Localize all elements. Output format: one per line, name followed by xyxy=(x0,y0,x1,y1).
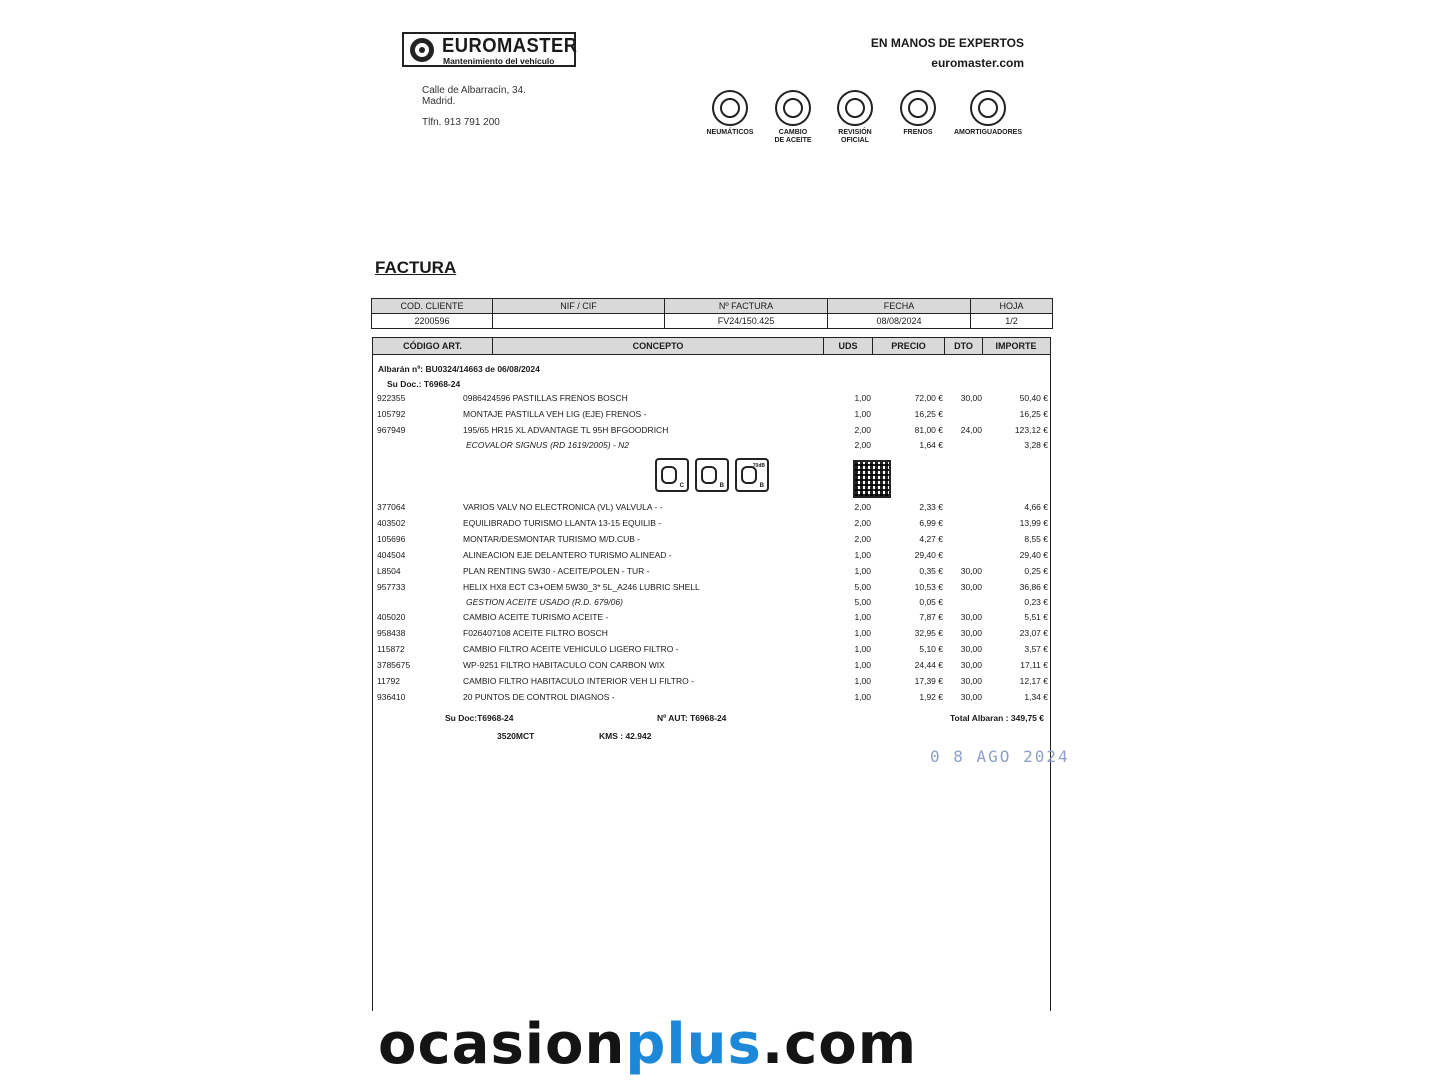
item-price: 4,27 € xyxy=(919,534,943,544)
item-units: 1,00 xyxy=(854,393,871,403)
item-price: 0,05 € xyxy=(919,597,943,607)
item-code: 377064 xyxy=(377,502,406,512)
item-amount: 12,17 € xyxy=(1019,676,1048,686)
item-amount: 8,55 € xyxy=(1024,534,1048,544)
item-units: 1,00 xyxy=(854,644,871,654)
item-code: 936410 xyxy=(377,692,406,702)
fuel-efficiency-label-icon: C xyxy=(655,458,689,492)
table-row xyxy=(377,502,1049,516)
item-price: 2,33 € xyxy=(919,502,943,512)
item-units: 1,00 xyxy=(854,660,871,670)
item-discount: 30,00 xyxy=(960,628,982,638)
item-concept: MONTAJE PASTILLA VEH LIG (EJE) FRENOS - xyxy=(463,409,647,419)
service-inspection: REVISIÓN OFICIAL xyxy=(825,90,885,145)
table-row xyxy=(377,612,1049,626)
item-units: 2,00 xyxy=(854,425,871,435)
item-amount: 123,12 € xyxy=(1014,425,1048,435)
item-units: 2,00 xyxy=(854,502,871,512)
item-units: 2,00 xyxy=(854,518,871,528)
item-price: 1,64 € xyxy=(919,440,943,450)
item-discount: 30,00 xyxy=(960,566,982,576)
item-price: 6,99 € xyxy=(919,518,943,528)
table-row xyxy=(377,518,1049,532)
table-row xyxy=(377,660,1049,674)
odometer: KMS : 42.942 xyxy=(599,731,652,741)
phone-number: Tlfn. 913 791 200 xyxy=(422,117,500,128)
item-amount: 17,11 € xyxy=(1020,660,1048,670)
ocasionplus-watermark: ocasionplus.com xyxy=(378,1012,918,1077)
item-code: 403502 xyxy=(377,518,406,528)
item-code: 105696 xyxy=(377,534,406,544)
item-amount: 1,34 € xyxy=(1024,692,1048,702)
item-price: 29,40 € xyxy=(914,550,943,560)
item-concept: CAMBIO ACEITE TURISMO ACEITE - xyxy=(463,612,609,622)
item-code: 922355 xyxy=(377,393,406,403)
address-line-1: Calle de Albarracín, 34. xyxy=(422,85,526,96)
item-units: 2,00 xyxy=(854,440,871,450)
item-amount: 3,57 € xyxy=(1024,644,1048,654)
col-concept: CONCEPTO xyxy=(493,338,824,354)
item-code: 967949 xyxy=(377,425,406,435)
delivery-note: Albarán nº: BU0324/14663 de 06/08/2024 xyxy=(378,364,540,374)
table-row xyxy=(377,425,1049,439)
item-amount: 36,86 € xyxy=(1019,582,1048,592)
item-code: 115872 xyxy=(377,644,405,654)
item-discount: 24,00 xyxy=(960,425,982,435)
logo-name: EUROMASTER xyxy=(442,35,578,57)
tagline: EN MANOS DE EXPERTOS xyxy=(870,36,1024,50)
item-units: 1,00 xyxy=(854,409,871,419)
service-shocks: AMORTIGUADORES xyxy=(948,90,1028,137)
item-price: 1,92 € xyxy=(919,692,943,702)
table-row xyxy=(377,550,1049,564)
item-discount: 30,00 xyxy=(960,660,982,670)
header-date: FECHA xyxy=(828,299,971,314)
item-amount: 50,40 € xyxy=(1019,393,1048,403)
item-units: 1,00 xyxy=(854,612,871,622)
noise-level: 70dB xyxy=(752,463,765,469)
item-concept: 195/65 HR15 XL ADVANTAGE TL 95H BFGOODRICH xyxy=(463,425,669,435)
item-discount: 30,00 xyxy=(960,612,982,622)
item-concept: ECOVALOR SIGNUS (RD 1619/2005) - N2 xyxy=(466,440,629,450)
euromaster-logo xyxy=(402,32,576,67)
item-price: 24,44 € xyxy=(914,660,943,670)
item-units: 1,00 xyxy=(854,550,871,560)
item-amount: 0,23 € xyxy=(1024,597,1048,607)
item-amount: 5,51 € xyxy=(1024,612,1048,622)
table-row xyxy=(377,644,1049,658)
table-row xyxy=(377,566,1049,580)
item-code: 957733 xyxy=(377,582,406,592)
item-discount: 30,00 xyxy=(960,692,982,702)
item-amount: 29,40 € xyxy=(1019,550,1048,560)
item-concept: F026407108 ACEITE FILTRO BOSCH xyxy=(463,628,608,638)
sheet-number: 1/2 xyxy=(971,314,1053,329)
item-concept: GESTION ACEITE USADO (R.D. 679/06) xyxy=(466,597,623,607)
document-title: FACTURA xyxy=(375,258,457,277)
header-client-code: COD. CLIENTE xyxy=(372,299,493,314)
item-concept: 0986424596 PASTILLAS FRENOS BOSCH xyxy=(463,393,628,403)
item-concept: CAMBIO FILTRO ACEITE VEHICULO LIGERO FILTRO - xyxy=(463,644,679,654)
item-code: 105792 xyxy=(377,409,406,419)
item-amount: 16,25 € xyxy=(1019,409,1048,419)
table-row xyxy=(377,582,1049,596)
client-code: 2200596 xyxy=(372,314,493,329)
col-discount: DTO xyxy=(945,338,983,354)
service-brakes: FRENOS xyxy=(888,90,948,137)
shock-absorber-icon xyxy=(970,90,1006,126)
wet-grip-label-icon: B xyxy=(695,458,729,492)
car-service-icon xyxy=(837,90,873,126)
address-line-2: Madrid. xyxy=(422,96,456,107)
item-discount: 30,00 xyxy=(960,676,982,686)
website-link[interactable]: euromaster.com xyxy=(931,56,1024,70)
items-column-header xyxy=(372,337,1051,355)
item-code: 405020 xyxy=(377,612,406,622)
item-units: 5,00 xyxy=(854,582,871,592)
item-price: 5,10 € xyxy=(919,644,943,654)
item-units: 5,00 xyxy=(854,597,871,607)
item-price: 10,53 € xyxy=(914,582,943,592)
item-concept: CAMBIO FILTRO HABITACULO INTERIOR VEH LI FILTRO - xyxy=(463,676,694,686)
table-row xyxy=(377,628,1049,642)
invoice-number: FV24/150.425 xyxy=(665,314,828,329)
license-plate: 3520MCT xyxy=(497,731,535,741)
invoice-date: 08/08/2024 xyxy=(828,314,971,329)
table-row xyxy=(377,393,1049,407)
header-nif: NIF / CIF xyxy=(493,299,665,314)
table-row xyxy=(377,692,1049,706)
item-concept: VARIOS VALV NO ELECTRONICA (VL) VALVULA - - xyxy=(463,502,663,512)
item-units: 1,00 xyxy=(854,628,871,638)
col-code: CÓDIGO ART. xyxy=(373,338,493,354)
noise-label-icon: B 70dB xyxy=(735,458,769,492)
nif-redacted xyxy=(493,314,665,329)
item-concept: ALINEACION EJE DELANTERO TURISMO ALINEAD - xyxy=(463,550,672,560)
logo-subtitle: Mantenimiento del vehículo xyxy=(443,56,555,66)
item-price: 81,00 € xyxy=(914,425,943,435)
item-amount: 0,25 € xyxy=(1024,566,1048,576)
oil-change-icon xyxy=(775,90,811,126)
table-row xyxy=(377,440,1049,454)
qr-code xyxy=(853,460,891,498)
table-row xyxy=(377,676,1049,690)
item-code: 958438 xyxy=(377,628,406,638)
table-row xyxy=(377,597,1049,611)
header-sheet: HOJA xyxy=(971,299,1053,314)
item-concept: HELIX HX8 ECT C3+OEM 5W30_3* 5L_A246 LUBRIC SHELL xyxy=(463,582,700,592)
item-code: 11792 xyxy=(377,676,401,686)
col-uds: UDS xyxy=(824,338,873,354)
item-amount: 3,28 € xyxy=(1024,440,1048,450)
item-price: 0,35 € xyxy=(919,566,943,576)
item-units: 1,00 xyxy=(854,676,871,686)
item-concept: WP-9251 FILTRO HABITACULO CON CARBON WIX xyxy=(463,660,665,670)
item-price: 72,00 € xyxy=(914,393,943,403)
item-price: 7,87 € xyxy=(919,612,943,622)
item-discount: 30,00 xyxy=(960,644,982,654)
item-code: 3785675 xyxy=(377,660,411,670)
service-tyres: NEUMÁTICOS xyxy=(700,90,760,137)
item-amount: 4,66 € xyxy=(1024,502,1048,512)
item-code: 404504 xyxy=(377,550,406,560)
brake-icon xyxy=(900,90,936,126)
item-concept: EQUILIBRADO TURISMO LLANTA 13-15 EQUILIB - xyxy=(463,518,662,528)
item-discount: 30,00 xyxy=(960,393,982,403)
total-delivery-note: Total Albaran : 349,75 € xyxy=(949,713,1044,723)
footer-authorization: Nº AUT: T6968-24 xyxy=(657,713,727,723)
service-oil-change: CAMBIO DE ACEITE xyxy=(763,90,823,145)
table-row xyxy=(377,409,1049,423)
table-row xyxy=(377,534,1049,548)
item-amount: 13,99 € xyxy=(1019,518,1048,528)
col-amount: IMPORTE xyxy=(995,341,1037,351)
client-doc-ref: Su Doc.: T6968-24 xyxy=(387,379,461,389)
footer-client-doc: Su Doc:T6968-24 xyxy=(445,713,514,723)
item-discount: 30,00 xyxy=(960,582,982,592)
item-price: 17,39 € xyxy=(914,676,943,686)
header-invoice-number: Nº FACTURA xyxy=(665,299,828,314)
item-concept: MONTAR/DESMONTAR TURISMO M/D.CUB - xyxy=(463,534,641,544)
col-price: PRECIO xyxy=(873,338,945,354)
logo-emblem-icon xyxy=(410,38,434,62)
item-units: 2,00 xyxy=(854,534,871,544)
item-concept: 20 PUNTOS DE CONTROL DIAGNOS - xyxy=(463,692,615,702)
tyre-icon xyxy=(712,90,748,126)
item-price: 16,25 € xyxy=(914,409,943,419)
date-stamp: 0 8 AGO 2024 xyxy=(930,747,1070,766)
item-amount: 23,07 € xyxy=(1019,628,1048,638)
item-price: 32,95 € xyxy=(914,628,943,638)
invoice-info-table xyxy=(371,298,1053,329)
item-units: 1,00 xyxy=(854,692,871,702)
item-concept: PLAN RENTING 5W30 - ACEITE/POLEN - TUR - xyxy=(463,566,650,576)
item-code: L8504 xyxy=(377,566,401,576)
item-units: 1,00 xyxy=(854,566,871,576)
